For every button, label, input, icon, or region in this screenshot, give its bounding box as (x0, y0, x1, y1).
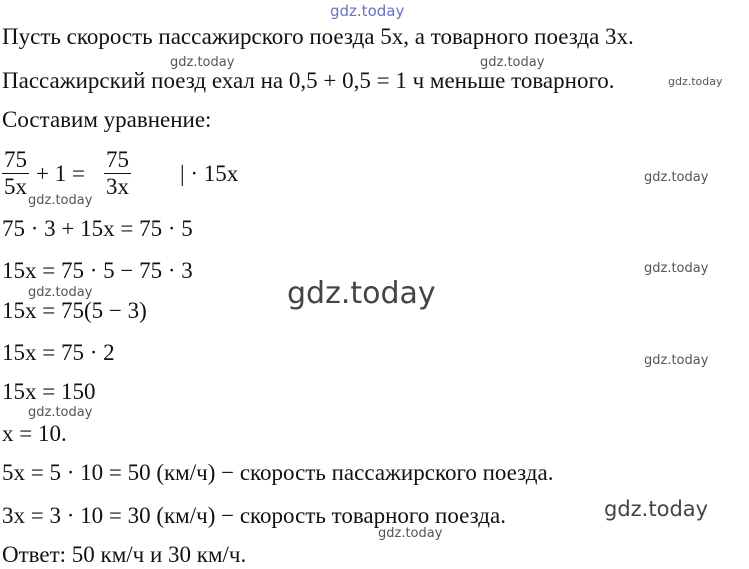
watermark: gdz.today (668, 75, 723, 88)
line-root: x = 10. (2, 421, 67, 446)
line-compose-equation: Составим уравнение: (2, 107, 212, 132)
fraction-left-denominator: 5x (4, 174, 27, 199)
line-speeds: Пусть скорость пассажирского поезда 5x, а товарного поезда 3x. (2, 24, 634, 49)
fraction-right (104, 147, 131, 200)
fraction-right-denominator: 3x (106, 174, 129, 199)
watermark: gdz.today (28, 193, 93, 208)
watermark: gdz.today (644, 261, 709, 276)
line-step-1: 75 · 3 + 15x = 75 · 5 (2, 216, 193, 241)
line-step-5: 15x = 150 (2, 379, 96, 404)
line-step-4: 15x = 75 · 2 (2, 340, 115, 365)
line-step-2: 15x = 75 · 5 − 75 · 3 (2, 258, 193, 283)
equation-middle: + 1 = (36, 161, 85, 186)
line-step-3: 15x = 75(5 − 3) (2, 298, 147, 323)
watermark: gdz.today (28, 285, 93, 300)
line-time-difference: Пассажирский поезд ехал на 0,5 + 0,5 = 1 ч меньше товарного. (2, 68, 615, 93)
watermark: gdz.today (170, 55, 235, 70)
watermark: gdz.today (378, 526, 443, 541)
watermark: gdz.today (644, 353, 709, 368)
watermark: gdz.today (28, 405, 93, 420)
fraction-left-numerator: 75 (4, 147, 27, 172)
line-answer: Ответ: 50 км/ч и 30 км/ч. (2, 542, 247, 567)
fraction-right-numerator: 75 (106, 147, 129, 172)
line-passenger-speed: 5x = 5 · 10 = 50 (км/ч) − скорость пассажирского поезда. (2, 460, 554, 485)
fraction-left (2, 147, 29, 200)
watermark-right: gdz.today (604, 497, 709, 521)
equation-multiplier: | · 15x (180, 161, 239, 186)
watermark: gdz.today (644, 170, 709, 185)
watermark-center: gdz.today (287, 276, 436, 311)
line-freight-speed: 3x = 3 · 10 = 30 (км/ч) − скорость товарного поезда. (2, 503, 506, 528)
watermark: gdz.today (480, 55, 545, 70)
watermark-top: gdz.today (330, 2, 405, 20)
